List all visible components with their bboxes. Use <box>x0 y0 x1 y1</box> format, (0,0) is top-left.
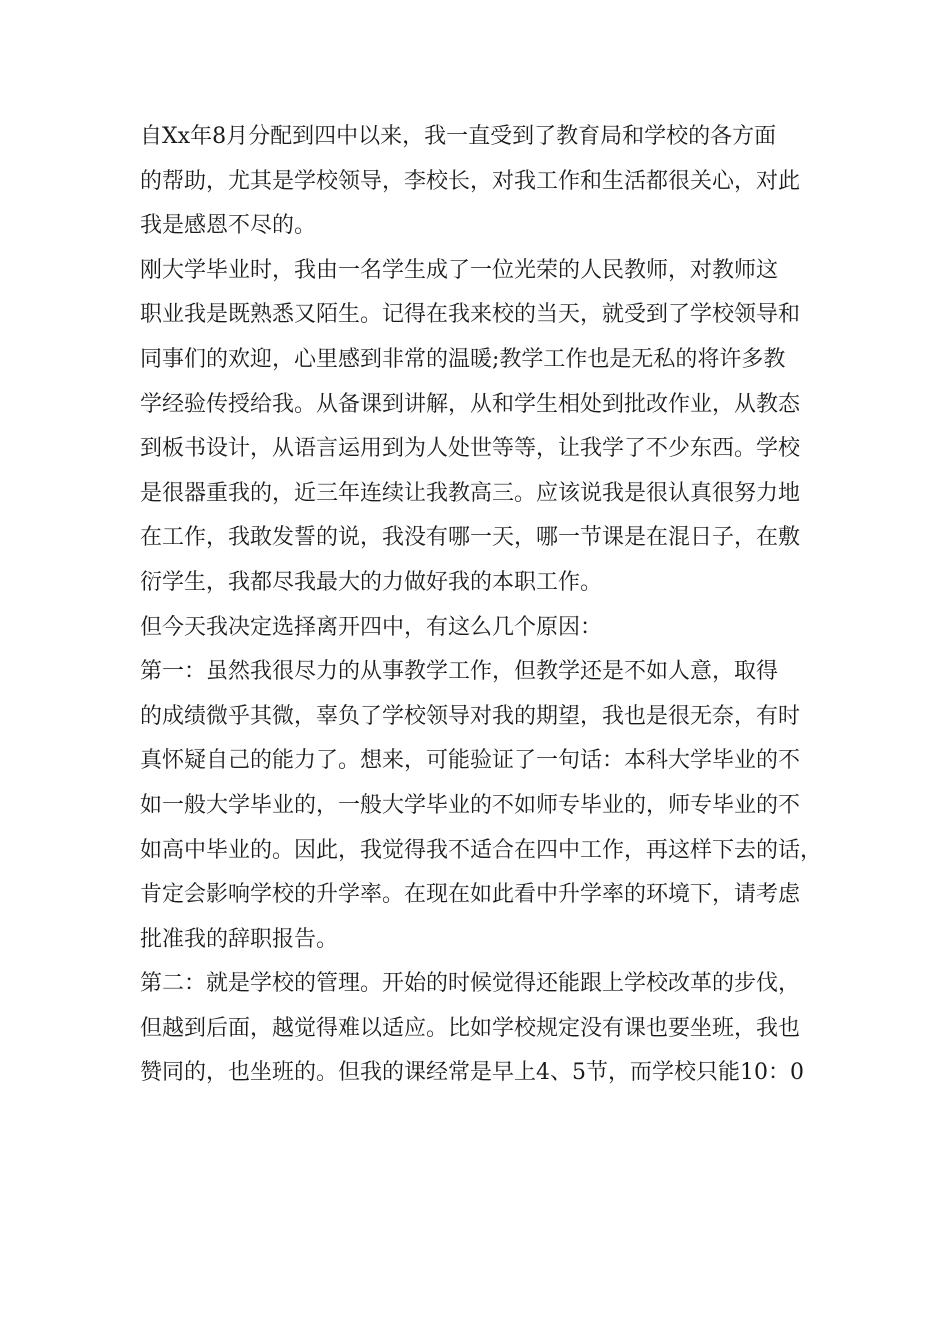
text-line: 刚大学毕业时，我由一名学生成了一位光荣的人民教师，对教师这 <box>140 257 779 283</box>
text-line: 如高中毕业的。因此，我觉得我不适合在四中工作，再这样下去的话， <box>140 837 823 863</box>
text-line: 在工作，我敢发誓的说，我没有哪一天，哪一节课是在混日子，在敷 <box>140 525 801 551</box>
text-line: 批准我的辞职报告。 <box>140 926 339 952</box>
text-line: 真怀疑自己的能力了。想来，可能验证了一句话：本科大学毕业的不 <box>140 748 801 774</box>
text-line: 同事们的欢迎，心里感到非常的温暖;教学工作也是无私的将许多教 <box>140 346 786 372</box>
text-line: 是很器重我的，近三年连续让我教高三。应该说我是很认真很努力地 <box>140 480 801 506</box>
text-line: 职业我是既熟悉又陌生。记得在我来校的当天，就受到了学校领导和 <box>140 302 801 328</box>
text-line: 我是感恩不尽的。 <box>140 213 317 239</box>
text-line: 的帮助，尤其是学校领导，李校长，对我工作和生活都很关心，对此 <box>140 168 801 194</box>
text-line: 的成绩微乎其微，辜负了学校领导对我的期望，我也是很无奈，有时 <box>140 703 801 729</box>
resignation-letter-body <box>140 115 830 1096</box>
text-line: 第二：就是学校的管理。开始的时候觉得还能跟上学校改革的步伐， <box>140 971 801 997</box>
text-line: 衍学生，我都尽我最大的力做好我的本职工作。 <box>140 569 603 595</box>
text-line: 如一般大学毕业的，一般大学毕业的不如师专毕业的，师专毕业的不 <box>140 792 801 818</box>
text-line: 自Xx年8月分配到四中以来，我一直受到了教育局和学校的各方面 <box>140 124 777 149</box>
text-line: 到板书设计，从语言运用到为人处世等等，让我学了不少东西。学校 <box>140 436 801 462</box>
text-line: 学经验传授给我。从备课到讲解，从和学生相处到批改作业，从教态 <box>140 391 801 417</box>
text-line: 第一：虽然我很尽力的从事教学工作，但教学还是不如人意，取得 <box>140 659 779 685</box>
text-line: 赞同的，也坐班的。但我的课经常是早上4、5节，而学校只能10：0 <box>140 1060 804 1086</box>
text-line: 但今天我决定选择离开四中，有这么几个原因： <box>140 614 603 640</box>
text-line: 但越到后面，越觉得难以适应。比如学校规定没有课也要坐班，我也 <box>140 1015 801 1041</box>
text-line: 肯定会影响学校的升学率。在现在如此看中升学率的环境下，请考虑 <box>140 882 801 908</box>
